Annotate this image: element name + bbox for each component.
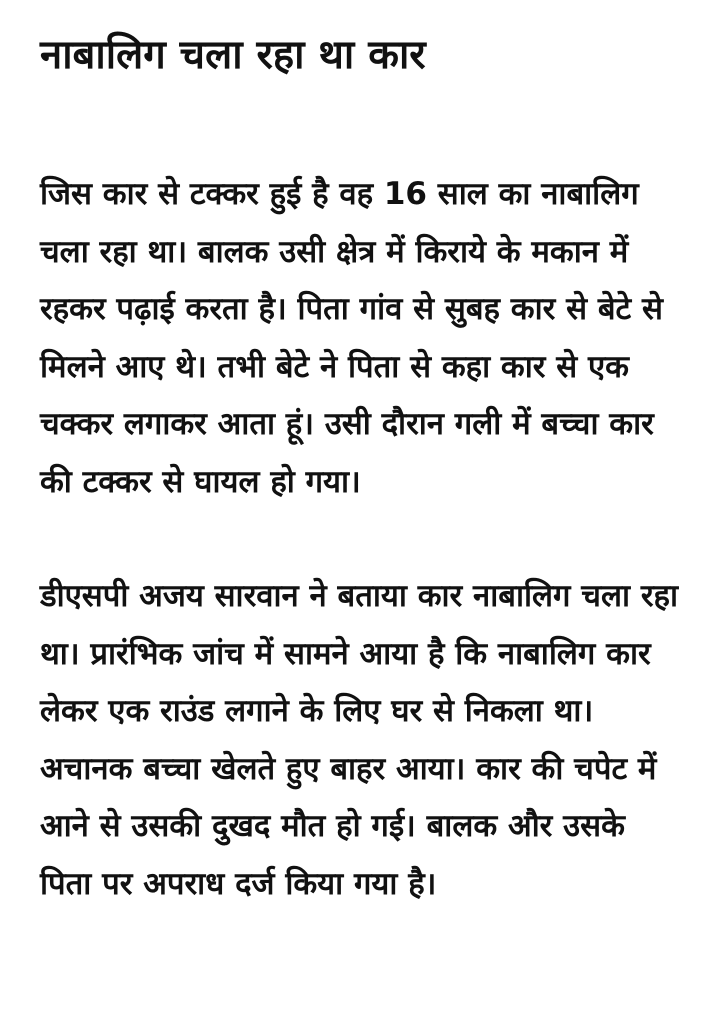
article-paragraph: डीएसपी अजय सारवान ने बताया कार नाबालिग चला रहा था। प्रारंभिक जांच में सामने आया है कि नाबालिग कार लेकर एक राउंड लगाने के लिए घर से निकला था। अचानक बच्चा खेलते हुए बाहर आया। कार की चपेट में आने से उसकी दुखद मौत हो गई। बालक और उसके पिता पर अपराध दर्ज किया गया है। xyxy=(40,578,678,902)
article-paragraph: जिस कार से टक्कर हुई है वह 16 साल का नाबालिग चला रहा था। बालक उसी क्षेत्र में किराये के मकान में रहकर पढ़ाई करता है। पिता गांव से सुबह कार से बेटे से मिलने आए थे। तभी बेटे ने पिता से कहा कार से एक चक्कर लगाकर आता हूं। उसी दौरान गली में बच्चा कार की टक्कर से घायल हो गया। xyxy=(40,176,663,500)
article-headline: नाबालिग चला रहा था कार xyxy=(40,32,426,78)
